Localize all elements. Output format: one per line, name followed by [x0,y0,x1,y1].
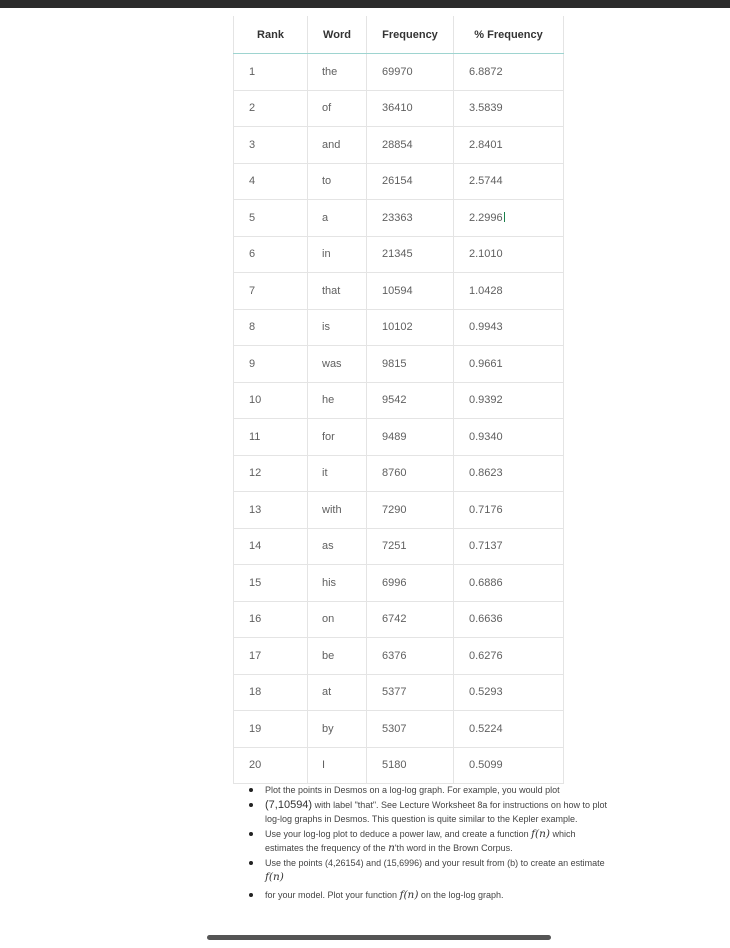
percent-cell: 0.7137 [454,528,564,565]
frequency-cell: 10594 [367,273,454,310]
rank-cell: 11 [234,419,308,456]
frequency-cell: 36410 [367,90,454,127]
table-row [234,236,564,273]
header-percent-frequency: % Frequency [454,16,564,54]
word-cell: at [308,674,367,711]
rank-cell: 5 [234,200,308,237]
frequency-cell: 23363 [367,200,454,237]
instruction-text: for your model. Plot your function [265,889,400,900]
frequency-cell: 5307 [367,711,454,748]
rank-cell: 12 [234,455,308,492]
rank-cell: 14 [234,528,308,565]
frequency-cell: 9489 [367,419,454,456]
frequency-cell: 5377 [367,674,454,711]
table-row [234,54,564,91]
table-row [234,273,564,310]
instruction-text: Use the points (4,26154) and (15,6996) and your result from (b) to create an estimate [265,857,605,868]
header-frequency: Frequency [367,16,454,54]
word-cell: be [308,638,367,675]
percent-cell: 2.1010 [454,236,564,273]
list-item [248,798,608,827]
rank-cell: 17 [234,638,308,675]
word-cell: as [308,528,367,565]
rank-cell: 19 [234,711,308,748]
word-cell: I [308,747,367,784]
frequency-cell: 21345 [367,236,454,273]
instructions [248,783,608,902]
table-row [234,346,564,383]
list-item [248,783,608,798]
word-cell: by [308,711,367,748]
frequency-cell: 10102 [367,309,454,346]
math-n: n [388,842,395,854]
word-cell: on [308,601,367,638]
frequency-cell: 69970 [367,54,454,91]
instruction-text: on the log-log graph. [418,889,504,900]
percent-cell: 0.9340 [454,419,564,456]
horizontal-scrollbar[interactable] [207,935,551,940]
table-body [234,54,564,784]
rank-cell: 20 [234,747,308,784]
instruction-text: with label "that". See Lecture Worksheet 8a for instructions on how to plot log-log graphs in Desmos. This question is quite similar to the Kepler example. [265,799,607,824]
percent-cell: 0.8623 [454,455,564,492]
word-cell: was [308,346,367,383]
table-row [234,90,564,127]
word-frequency-table [233,16,564,784]
word-cell: of [308,90,367,127]
math-fn: f(n) [531,827,551,840]
rank-cell: 6 [234,236,308,273]
rank-cell: 2 [234,90,308,127]
rank-cell: 13 [234,492,308,529]
rank-cell: 16 [234,601,308,638]
percent-cell: 0.6886 [454,565,564,602]
table-row [234,638,564,675]
text-cursor [504,212,505,222]
percent-cell: 0.6636 [454,601,564,638]
table-row [234,565,564,602]
frequency-cell: 6742 [367,601,454,638]
frequency-cell: 5180 [367,747,454,784]
frequency-cell: 28854 [367,127,454,164]
word-cell: it [308,455,367,492]
percent-cell: 0.7176 [454,492,564,529]
table-row [234,747,564,784]
percent-cell: 0.6276 [454,638,564,675]
instruction-text: 'th word in the Brown Corpus. [394,843,513,853]
rank-cell: 3 [234,127,308,164]
percent-cell: 0.5224 [454,711,564,748]
frequency-cell: 7251 [367,528,454,565]
header-word: Word [308,16,367,54]
table-row [234,455,564,492]
rank-cell: 18 [234,674,308,711]
word-cell: that [308,273,367,310]
rank-cell: 7 [234,273,308,310]
instruction-text: which estimates the frequency of the [265,828,576,853]
table-row [234,528,564,565]
list-item [248,856,608,885]
header-rank: Rank [234,16,308,54]
percent-cell: 0.9661 [454,346,564,383]
word-cell: with [308,492,367,529]
word-cell: in [308,236,367,273]
table-row [234,492,564,529]
frequency-cell: 6376 [367,638,454,675]
rank-cell: 8 [234,309,308,346]
list-item [248,888,608,903]
instruction-text: Plot the points in Desmos on a log-log graph. For example, you would plot [265,785,560,795]
table-row [234,163,564,200]
percent-cell: 0.9943 [454,309,564,346]
frequency-cell: 7290 [367,492,454,529]
rank-cell: 1 [234,54,308,91]
rank-cell: 4 [234,163,308,200]
rank-cell: 15 [234,565,308,602]
list-item [248,827,608,856]
rank-cell: 9 [234,346,308,383]
frequency-cell: 6996 [367,565,454,602]
percent-cell: 2.2996 [454,200,564,237]
frequency-cell: 26154 [367,163,454,200]
word-cell: is [308,309,367,346]
percent-cell: 0.5099 [454,747,564,784]
frequency-cell: 9815 [367,346,454,383]
rank-cell: 10 [234,382,308,419]
table-header-row [234,16,564,54]
percent-cell: 3.5839 [454,90,564,127]
percent-cell: 2.8401 [454,127,564,164]
instruction-text: Use your log-log plot to deduce a power law, and create a function [265,828,532,839]
table-row [234,382,564,419]
percent-cell: 6.8872 [454,54,564,91]
percent-cell: 2.5744 [454,163,564,200]
percent-cell: 1.0428 [454,273,564,310]
math-fn: f(n) [399,888,419,901]
word-cell: and [308,127,367,164]
word-cell: the [308,54,367,91]
example-point: (7,10594) [265,798,313,811]
percent-cell: 0.5293 [454,674,564,711]
word-cell: he [308,382,367,419]
table-row [234,127,564,164]
table-row [234,200,564,237]
frequency-cell: 8760 [367,455,454,492]
table-row [234,309,564,346]
word-cell: to [308,163,367,200]
word-cell: a [308,200,367,237]
word-cell: for [308,419,367,456]
word-cell: his [308,565,367,602]
frequency-cell: 9542 [367,382,454,419]
top-bar [0,0,730,8]
math-fn: f(n) [265,871,284,883]
table-row [234,711,564,748]
table-row [234,419,564,456]
table-row [234,601,564,638]
percent-cell: 0.9392 [454,382,564,419]
table-row [234,674,564,711]
